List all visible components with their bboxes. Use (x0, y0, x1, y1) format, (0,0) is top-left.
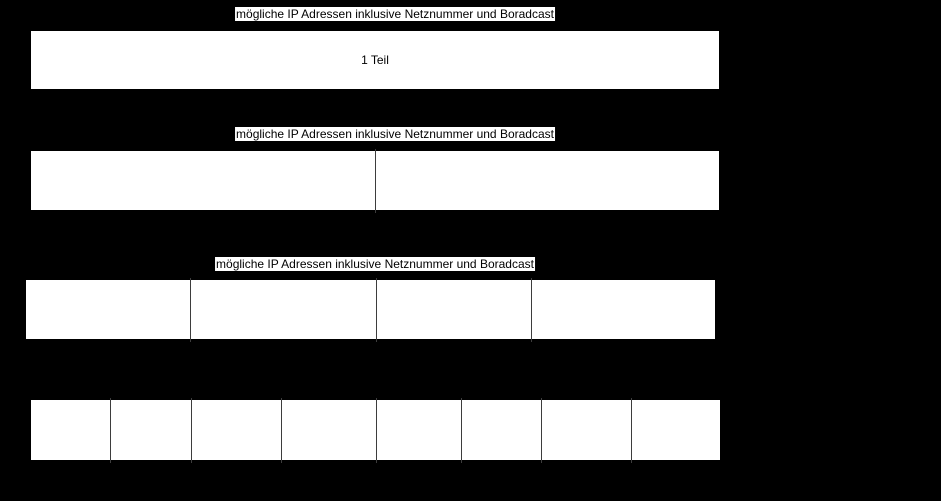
section4-divider-5 (461, 398, 462, 463)
section1-box (31, 31, 719, 89)
section4-divider-2 (191, 398, 192, 463)
section2-title: mögliche IP Adressen inklusive Netznummer und Boradcast (236, 127, 554, 141)
section4-divider-1 (110, 398, 111, 463)
section4-divider-6 (541, 398, 542, 463)
section4-box (31, 400, 720, 460)
section3-title: mögliche IP Adressen inklusive Netznummer und Boradcast (216, 257, 534, 271)
section1-title: mögliche IP Adressen inklusive Netznummer und Boradcast (236, 7, 554, 21)
section2-box (31, 151, 719, 210)
section3-box (26, 280, 715, 339)
section4-divider-4 (376, 398, 377, 463)
section4-divider-7 (631, 398, 632, 463)
section3-divider-3 (531, 278, 532, 342)
section3-divider-2 (376, 278, 377, 342)
section3-divider-1 (190, 278, 191, 342)
section1-box-label: 1 Teil (361, 53, 389, 67)
section2-divider-1 (375, 149, 376, 213)
section4-divider-3 (281, 398, 282, 463)
